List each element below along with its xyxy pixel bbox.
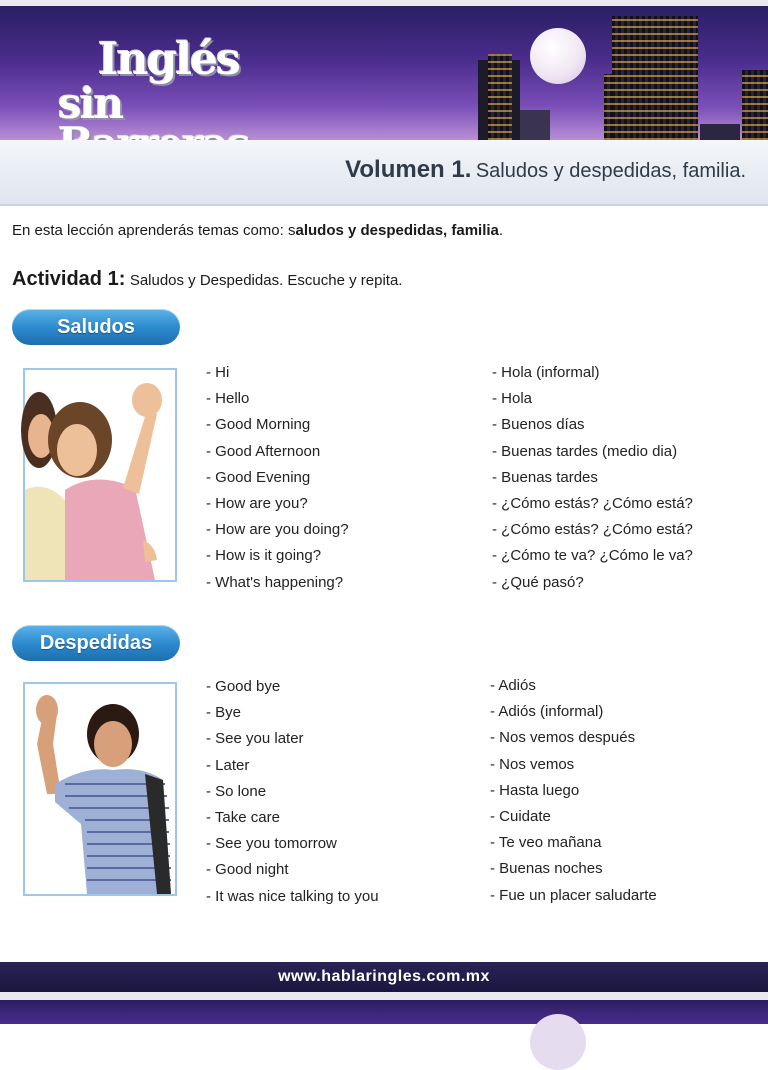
list-item: - Nos vemos después	[490, 729, 636, 747]
list-item: - Good night	[206, 861, 289, 879]
list-item: - Buenas noches	[490, 860, 603, 878]
list-item: - See you later	[206, 730, 304, 748]
building-graphic	[700, 124, 740, 140]
saludos-section-header: Saludos	[12, 309, 180, 345]
building-graphic	[742, 70, 768, 140]
list-item: - Hello	[206, 390, 250, 408]
list-item: - ¿Qué pasó?	[492, 573, 584, 591]
young-man-waving-image	[25, 684, 175, 894]
despedidas-section-header: Despedidas	[12, 625, 180, 661]
volume-bar	[0, 140, 768, 206]
list-item: - It was nice talking to you	[206, 887, 379, 905]
building-graphic	[612, 16, 698, 140]
despedidas-photo	[23, 682, 177, 896]
list-item: - Later	[206, 756, 250, 774]
list-item: - Good Evening	[206, 468, 311, 486]
footer-divider	[0, 992, 768, 1000]
list-item: - Hi	[206, 364, 230, 381]
list-item: - Fue un placer saludarte	[490, 886, 657, 904]
list-item: - Adiós (informal)	[490, 703, 604, 721]
list-item: - Te veo mañana	[490, 834, 602, 852]
footer-url[interactable]: www.hablaringles.com.mx	[0, 962, 768, 992]
despedidas-spanish-list	[490, 676, 657, 912]
intro-bold: aludos y despedidas, familia	[295, 222, 499, 239]
volume-title	[345, 156, 746, 184]
list-item: - Cuidate	[490, 807, 551, 825]
list-item: - How is it going?	[206, 547, 322, 565]
saludos-english-list	[206, 363, 349, 599]
next-page-banner	[0, 1000, 768, 1024]
moon-graphic	[530, 1014, 586, 1070]
volume-topics: Saludos y despedidas, familia.	[475, 160, 746, 182]
volume-number: Volumen 1.	[345, 156, 472, 183]
list-item: - Hola	[492, 390, 533, 408]
list-item: - So lone	[206, 782, 267, 800]
moon-graphic	[530, 28, 586, 84]
activity-label: Actividad 1:	[12, 268, 126, 290]
saludos-spanish-list	[492, 363, 693, 599]
logo-line-1: Inglés	[98, 34, 239, 85]
list-item: - What's happening?	[206, 573, 344, 591]
list-item: - Adiós	[490, 677, 536, 694]
intro-text	[12, 222, 503, 239]
list-item: - Bye	[206, 704, 242, 722]
saludos-photo	[23, 368, 177, 582]
site-logo	[58, 34, 318, 136]
activity-text: Saludos y Despedidas. Escuche y repita.	[129, 272, 403, 289]
activity-heading	[12, 268, 402, 291]
list-item: - Take care	[206, 808, 280, 826]
list-item: - Nos vemos	[490, 755, 575, 773]
list-item: - Buenas tardes	[492, 468, 598, 486]
despedidas-english-list	[206, 677, 379, 913]
list-item: - Hasta luego	[490, 781, 580, 799]
logo-line-2: sin	[58, 79, 123, 128]
list-item: - See you tomorrow	[206, 835, 337, 853]
intro-suffix: .	[498, 222, 504, 239]
building-graphic	[488, 54, 512, 140]
list-item: - Hola (informal)	[492, 364, 600, 381]
list-item: - Good bye	[206, 678, 281, 695]
list-item: - Good Afternoon	[206, 442, 321, 460]
building-graphic	[520, 110, 550, 140]
list-item: - How are you?	[206, 494, 308, 512]
list-item: - Buenas tardes (medio dia)	[492, 442, 678, 460]
list-item: - How are you doing?	[206, 521, 349, 539]
list-item: - ¿Cómo estás? ¿Cómo está?	[492, 494, 693, 512]
two-women-waving-image	[25, 370, 175, 580]
header-banner	[0, 6, 768, 140]
list-item: - Good Morning	[206, 416, 311, 434]
list-item: - ¿Cómo estás? ¿Cómo está?	[492, 521, 693, 539]
list-item: - Buenos días	[492, 416, 585, 434]
list-item: - ¿Cómo te va? ¿Cómo le va?	[492, 547, 693, 565]
intro-prefix: En esta lección aprenderás temas como: s	[12, 222, 296, 239]
